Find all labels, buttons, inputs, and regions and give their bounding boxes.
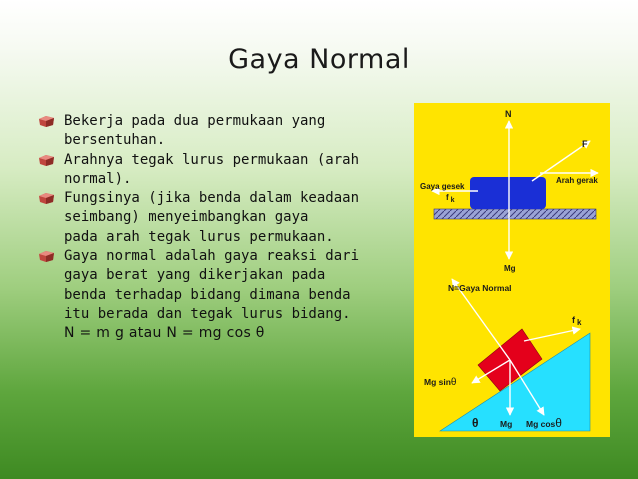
bullet-marker-icon [38, 192, 55, 205]
bullet-line: benda terhadap bidang dimana benda [64, 286, 351, 303]
bullet-item [38, 151, 406, 190]
bullet-marker-icon [38, 154, 55, 167]
formula-text: N = m g atau N = mg cos θ [64, 325, 265, 342]
label-fk-incline: f k [572, 315, 582, 327]
bullet-line: pada arah tegak lurus permukaan. [64, 228, 334, 245]
label-mg-incline: Mg [500, 419, 513, 429]
ground-surface [434, 209, 596, 219]
bullet-list [38, 112, 406, 344]
top-diagram [420, 109, 598, 273]
label-arah-gerak: Arah gerak [556, 176, 598, 185]
label-gaya-gesek: Gaya gesek [420, 182, 465, 191]
label-theta-left: θ [472, 416, 479, 430]
bullet-line: Gaya normal adalah gaya reaksi dari [64, 248, 360, 265]
label-n: N [505, 109, 512, 119]
incline-diagram [424, 279, 590, 431]
bullet-item [38, 189, 406, 247]
bullet-line: Bekerja pada dua permukaan yang [64, 113, 326, 129]
top-block [470, 177, 546, 209]
bullet-marker-icon [38, 250, 55, 263]
label-f: F [582, 139, 588, 149]
bullet-line: itu berada dan tegak lurus bidang. [64, 305, 351, 322]
friction-arrow-incline [524, 329, 580, 341]
slide-title: Gaya Normal [228, 44, 410, 75]
bullet-line: Arahnya tegak lurus permukaan (arah [64, 151, 360, 168]
bullet-item [38, 247, 406, 324]
bullet-line: gaya berat yang dikerjakan pada [64, 267, 326, 284]
label-mg-sin: Mg sinθ [424, 377, 457, 388]
label-mg-cos: Mg cosθ [526, 416, 562, 430]
bullet-line: normal). [64, 170, 132, 187]
bullet-line: Fungsinya (jika benda dalam keadaan [64, 190, 360, 207]
bullet-line: bersentuhan. [64, 132, 166, 149]
formula [38, 324, 406, 343]
bullet-item [38, 112, 406, 151]
bullet-line: seimbang) menyeimbangkan gaya [64, 209, 309, 226]
label-mg-top: Mg [504, 264, 516, 273]
bullet-marker-icon [38, 115, 55, 128]
label-fk: f k [446, 193, 455, 204]
force-diagram [414, 103, 610, 437]
label-n-gaya-normal: N=Gaya Normal [448, 283, 512, 293]
